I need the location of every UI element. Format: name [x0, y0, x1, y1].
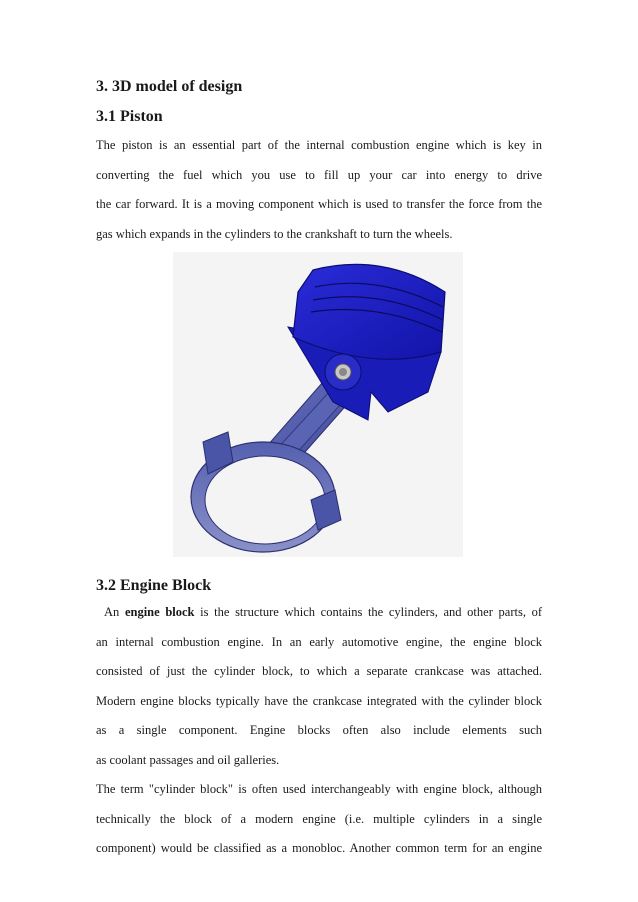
paragraph-line: The term "cylinder block" is often used interchangeably with engine block, although: [96, 782, 542, 796]
paragraph-line: [96, 598, 542, 628]
paragraph-line: as a single component. Engine blocks often also include elements such: [96, 723, 542, 737]
piston-paragraph: [96, 131, 542, 249]
section-title: 3. 3D model of design: [96, 78, 243, 95]
piston-heading: 3.1 Piston: [96, 108, 163, 125]
bold-term: engine block: [124, 605, 195, 619]
paragraph-line: component) would be classified as a monobloc. Another common term for an engine: [96, 841, 542, 855]
engine-block-paragraph: [96, 598, 542, 864]
text-fragment: is the structure which contains the cylinders, and other parts, of: [194, 605, 543, 619]
paragraph-line: an internal combustion engine. In an early automotive engine, the engine block: [96, 634, 542, 649]
engine-block-heading: 3.2 Engine Block: [96, 577, 212, 594]
piston-illustration: [173, 252, 463, 557]
paragraph-line: technically the block of a modern engine (i.e. multiple cylinders in a single: [96, 811, 542, 826]
paragraph-line: Modern engine blocks typically have the crankcase integrated with the cylinder block: [96, 693, 542, 708]
paragraph-line: the car forward. It is a moving component which is used to transfer the force from the: [96, 197, 542, 211]
text-fragment: An: [104, 605, 125, 619]
paragraph-line: as coolant passages and oil galleries.: [96, 752, 280, 767]
paragraph-line: The piston is an essential part of the internal combustion engine which is key in: [96, 138, 542, 152]
paragraph-line: converting the fuel which you use to fill up your car into energy to drive: [96, 167, 542, 182]
piston-3d-model-image: [173, 252, 463, 557]
paragraph-line: consisted of just the cylinder block, to which a separate crankcase was attached.: [96, 664, 542, 678]
paragraph-line: gas which expands in the cylinders to the crankshaft to turn the wheels.: [96, 226, 453, 241]
